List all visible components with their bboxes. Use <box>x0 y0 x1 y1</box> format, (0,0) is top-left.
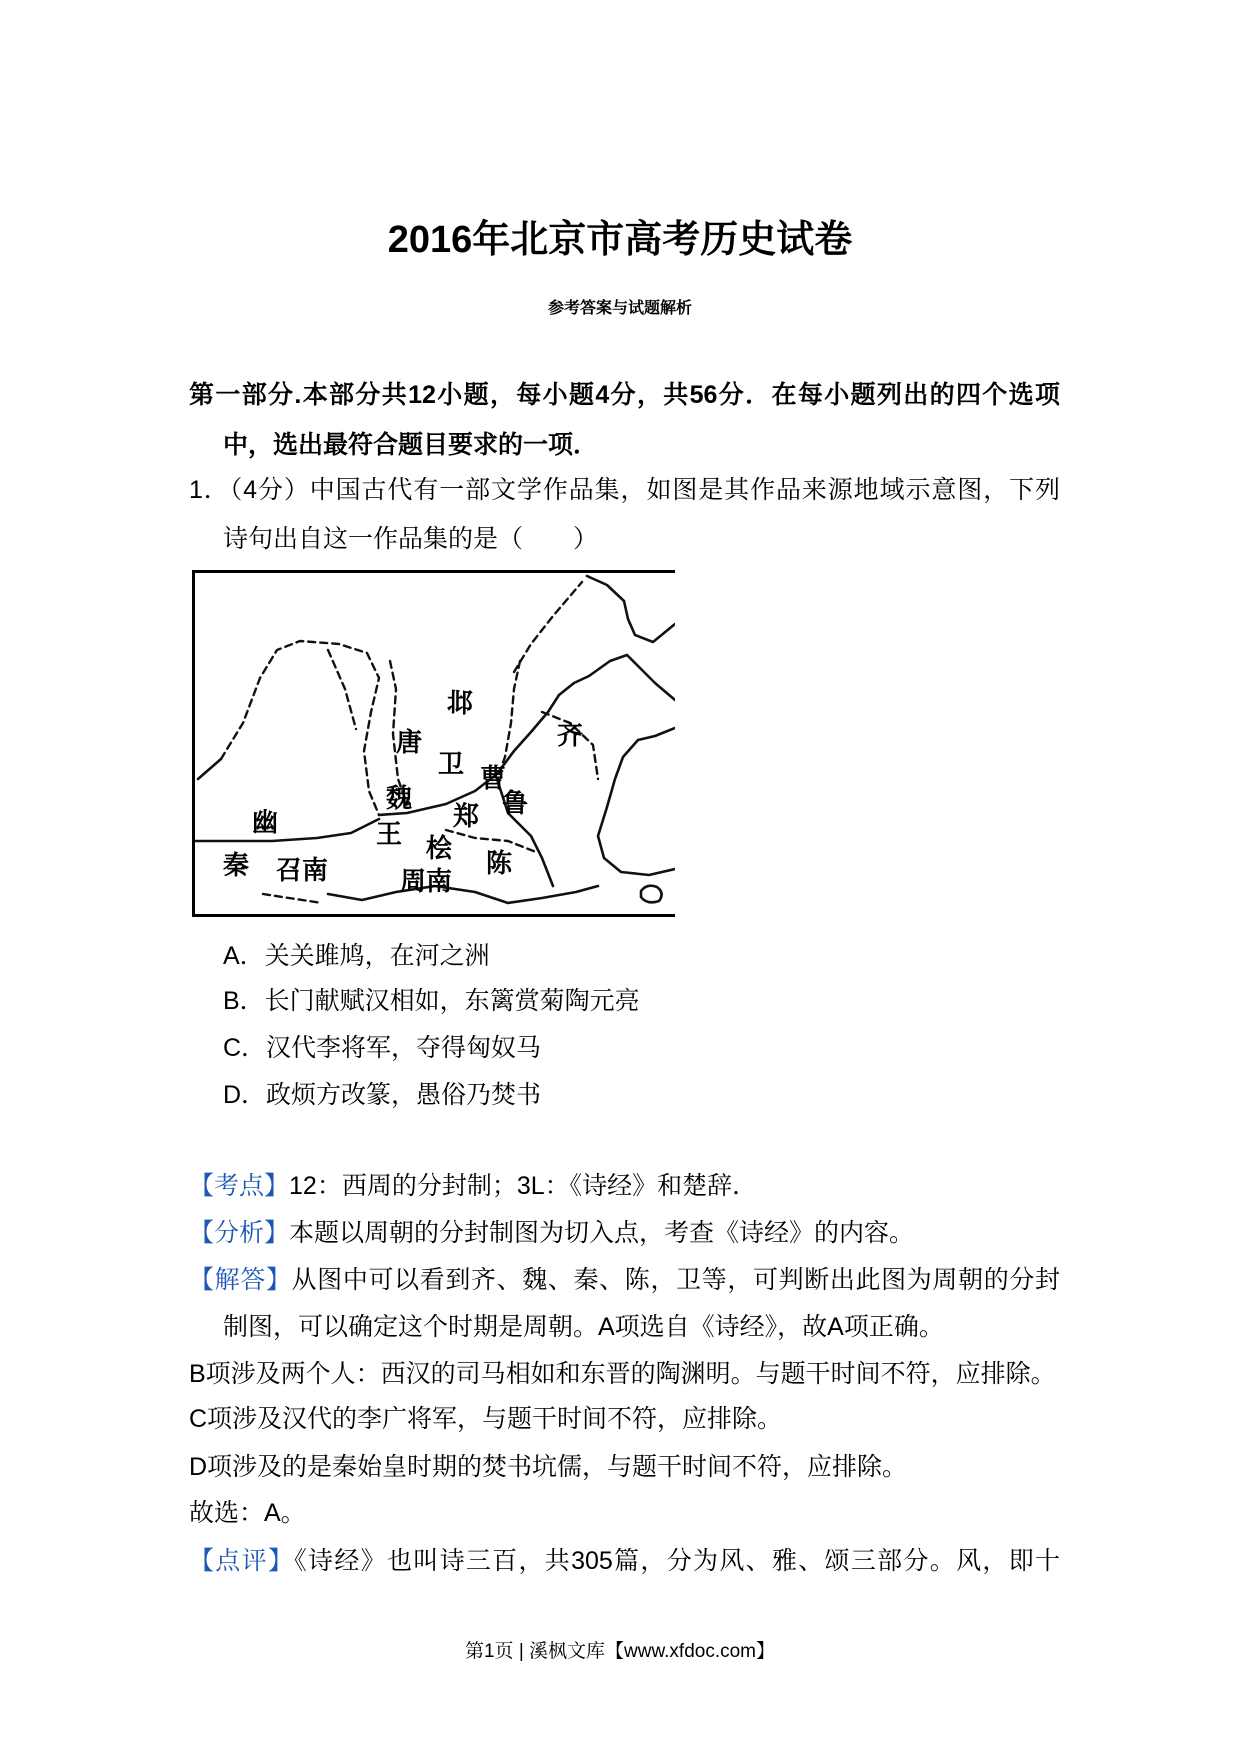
kaodian-text: 12：西周的分封制；3L：《诗经》和楚辞． <box>289 1172 758 1200</box>
map-label-bei: 邶 <box>446 689 474 719</box>
northeast-coast-line <box>587 576 675 642</box>
huai-river-line <box>328 886 598 903</box>
option-c: C．汉代李将军，夺得匈奴马 <box>223 1034 542 1062</box>
map-label-shaonan: 召南 <box>275 856 329 886</box>
jieda-line-2: 制图，可以确定这个时期是周朝。A项选自《诗经》，故A项正确。 <box>223 1313 944 1341</box>
answer-line: 故选：A。 <box>189 1499 306 1527</box>
note-d-line: D项涉及的是秦始皇时期的焚书坑儒，与题干时间不符，应排除。 <box>189 1453 908 1481</box>
note-b-line: B项涉及两个人：西汉的司马相如和东晋的陶渊明。与题干时间不符，应排除。 <box>189 1360 1056 1388</box>
dianping-text: 《诗经》也叫诗三百，共305篇，分为风、雅、颂三部分。风，即十 <box>294 1547 1060 1575</box>
map-label-cao: 曹 <box>479 764 507 794</box>
map-label-zhounan: 周南 <box>399 867 453 897</box>
section-heading-line-1: 第一部分.本部分共12小题，每小题4分，共56分．在每小题列出的四个选项 <box>189 381 1060 409</box>
question-stem-line-2: 诗句出自这一作品集的是（ ） <box>223 525 599 553</box>
note-c-line: C项涉及汉代的李广将军，与题干时间不符，应排除。 <box>189 1405 783 1433</box>
map-label-lu: 鲁 <box>501 789 529 819</box>
option-a: A．关关雎鸠，在河之洲 <box>223 942 490 970</box>
map-label-wang: 王 <box>375 820 403 850</box>
fenxi-label: 【分析】 <box>189 1219 290 1247</box>
dianping-label: 【点评】 <box>189 1547 295 1575</box>
bei-boundary-line <box>497 661 520 779</box>
southwest-boundary-line <box>263 894 322 903</box>
lake-outline <box>641 886 662 903</box>
option-b: B．长门献赋汉相如，东篱赏菊陶元亮 <box>223 987 640 1015</box>
map-label-tang: 唐 <box>395 728 423 758</box>
yellow-river-entry-line <box>198 759 221 779</box>
map-svg <box>195 573 675 914</box>
map-label-you: 幽 <box>251 808 279 838</box>
map-label-chen: 陈 <box>485 849 513 879</box>
map-label-qin: 秦 <box>222 851 250 881</box>
kaodian-label: 【考点】 <box>189 1172 290 1200</box>
dianping-line <box>189 1538 1060 1584</box>
document-subtitle: 参考答案与试题解析 <box>547 300 692 317</box>
fenxi-line <box>189 1210 1060 1256</box>
section-heading-line-2: 中，选出最符合题目要求的一项． <box>223 431 599 459</box>
east-coast-line <box>598 728 675 875</box>
option-d: D．政烦方改篆，愚俗乃焚书 <box>223 1081 542 1109</box>
map-label-zheng: 郑 <box>452 802 480 832</box>
map-label-wei: 魏 <box>385 784 413 814</box>
document-title: 2016年北京市高考历史试卷 <box>387 219 853 261</box>
jieda-label: 【解答】 <box>189 1266 292 1294</box>
kaodian-line <box>189 1163 1060 1209</box>
question-stem-line-1: 1．（4分）中国古代有一部文学作品集，如图是其作品来源地域示意图，下列 <box>189 476 1060 504</box>
map-figure <box>192 570 675 917</box>
map-label-wei-state: 卫 <box>437 750 465 780</box>
wei-river-line <box>195 819 379 841</box>
map-label-kuai: 桧 <box>425 834 453 864</box>
northeast-boundary-line <box>514 582 582 672</box>
fenxi-text: 本题以周朝的分封制图为切入点，考查《诗经》的内容。 <box>289 1219 915 1247</box>
jieda-text-1: 从图中可以看到齐、魏、秦、陈，卫等，可判断出此图为周朝的分封 <box>291 1266 1060 1294</box>
page-footer: 第1页 | 溪枫文库【www.xfdoc.com】 <box>464 1641 776 1662</box>
inner-loop-line <box>328 650 356 729</box>
jieda-line-1 <box>189 1257 1060 1303</box>
bohai-coast-line <box>559 655 675 700</box>
map-label-qi: 齐 <box>556 721 584 751</box>
